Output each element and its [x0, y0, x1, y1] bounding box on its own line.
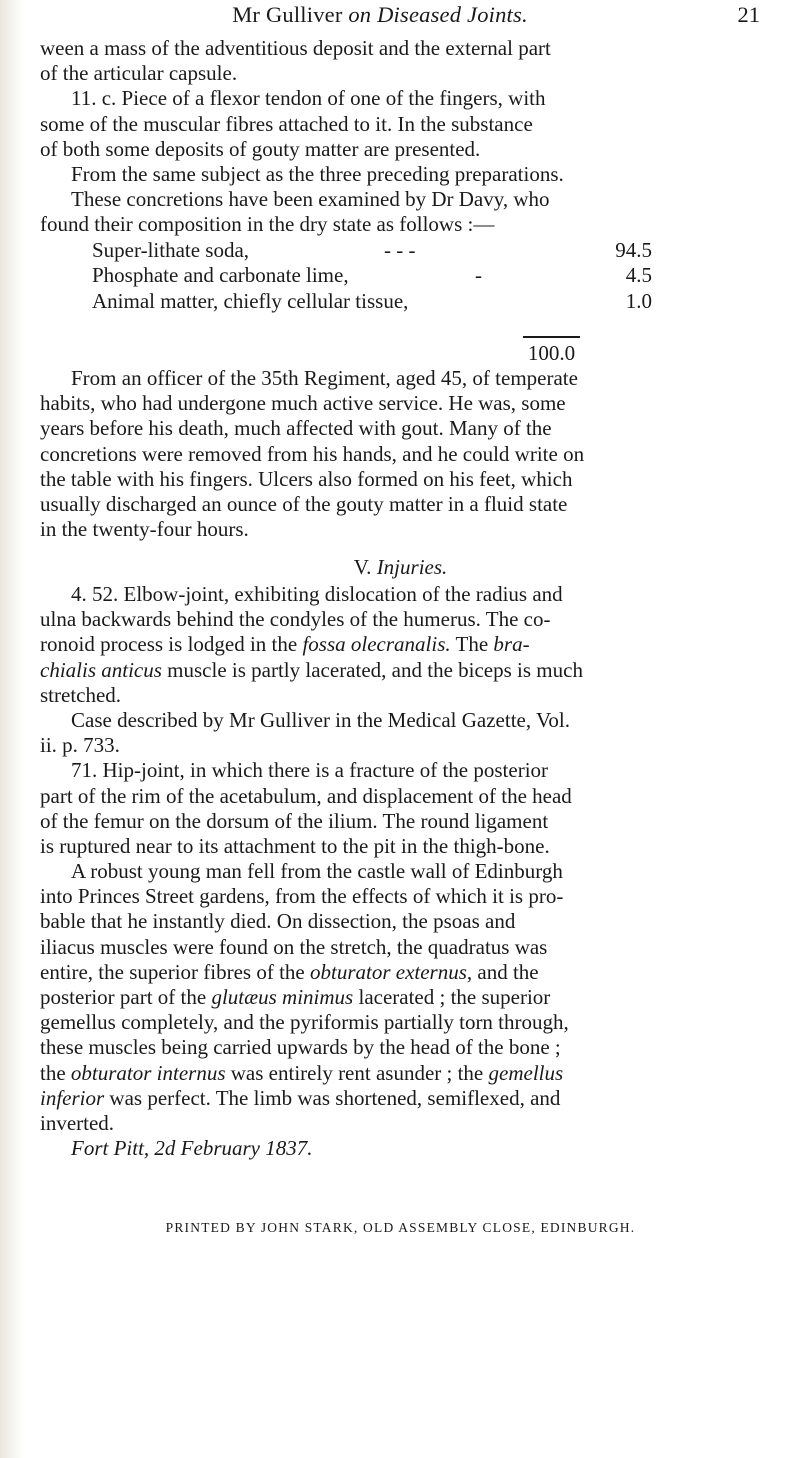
- block-continuation: [40, 36, 760, 238]
- composition-row: [92, 289, 652, 314]
- text-line: concretions were removed from his hands, and he could write on: [40, 441, 585, 466]
- text-line: Case described by Mr Gulliver in the Medical Gazette, Vol.: [71, 707, 571, 732]
- text-line: ulna backwards behind the condyles of the humerus. The co-: [40, 607, 551, 632]
- text-line: found their composition in the dry state as follows :—: [40, 212, 495, 237]
- text-line: ronoid process is lodged in the fossa olecranalis. The bra-: [40, 632, 530, 657]
- text-line: posterior part of the glutæus minimus lacerated ; the superior: [40, 985, 551, 1009]
- text-line: These concretions have been examined by Dr Davy, who: [71, 187, 550, 212]
- page-binding-shadow: [0, 0, 24, 1458]
- composition-value: 1.0: [625, 288, 652, 313]
- text-line: is ruptured near to its attachment to the pit in the thigh-bone.: [40, 833, 550, 858]
- text-line: ween a mass of the adventitious deposit and the external part: [40, 36, 551, 60]
- page-number: 21: [737, 2, 760, 27]
- text-line: From the same subject as the three preceding preparations.: [71, 161, 564, 186]
- text-line: iliacus muscles were found on the stretch, the quadratus was: [40, 934, 548, 959]
- composition-dashes: - - -: [384, 238, 416, 262]
- composition-row: [92, 238, 652, 263]
- text-line: inverted.: [40, 1110, 115, 1135]
- text-line: of both some deposits of gouty matter are presented.: [40, 136, 481, 161]
- text-line: bable that he instantly died. On dissection, the psoas and: [40, 909, 516, 934]
- composition-value: 4.5: [625, 263, 652, 288]
- signoff: Fort Pitt, 2d February 1837.: [71, 1136, 313, 1161]
- text-line: habits, who had undergone much active service. He was, some: [40, 391, 566, 416]
- text-line: From an officer of the 35th Regiment, aged 45, of temperate: [71, 366, 578, 390]
- text-line: ii. p. 733.: [40, 733, 120, 758]
- text-line: chialis anticus muscle is partly lacerated, and the biceps is much: [40, 657, 583, 682]
- text-line: 11. c. Piece of a flexor tendon of one of the fingers, with: [71, 86, 546, 111]
- text-line: 4. 52. Elbow-joint, exhibiting dislocation of the radius and: [71, 582, 563, 606]
- text-line: inferior was perfect. The limb was shortened, semiflexed, and: [40, 1085, 561, 1110]
- composition-table: [92, 238, 652, 314]
- composition-label: Super-lithate soda,: [92, 238, 250, 262]
- text-line: usually discharged an ounce of the gouty matter in a fluid state: [40, 491, 568, 516]
- text-line: into Princes Street gardens, from the effects of which it is pro-: [40, 884, 564, 909]
- text-line: years before his death, much affected with gout. Many of the: [40, 416, 552, 441]
- text-line: the table with his fingers. Ulcers also formed on his feet, which: [40, 466, 573, 491]
- running-header: [0, 2, 760, 34]
- officer-paragraph: [40, 366, 760, 542]
- section-heading: V. Injuries.: [353, 555, 448, 579]
- composition-value: 94.5: [615, 238, 652, 262]
- running-title: Mr Gulliver on Diseased Joints.: [232, 2, 528, 27]
- text-line: of the articular capsule.: [40, 61, 238, 86]
- text-line: the obturator internus was entirely rent asunder ; the gemellus: [40, 1060, 564, 1085]
- text-line: entire, the superior fibres of the obturator externus, and the: [40, 959, 539, 984]
- text-line: some of the muscular fibres attached to it. In the substance: [40, 111, 533, 136]
- text-line: A robust young man fell from the castle wall of Edinburgh: [71, 859, 563, 884]
- composition-total: 100.0: [527, 341, 576, 365]
- text-line: these muscles being carried upwards by the head of the bone ;: [40, 1035, 561, 1060]
- text-line: of the femur on the dorsum of the ilium. The round ligament: [40, 808, 549, 833]
- text-line: stretched.: [40, 682, 122, 707]
- composition-row: [92, 263, 652, 288]
- text-line: in the twenty-four hours.: [40, 517, 249, 542]
- total-rule: [523, 336, 580, 338]
- text-line: part of the rim of the acetabulum, and displacement of the head: [40, 783, 572, 808]
- composition-label: Animal matter, chiefly cellular tissue,: [92, 288, 409, 313]
- injuries-block: [40, 582, 760, 1161]
- text-line: 71. Hip-joint, in which there is a fracture of the posterior: [71, 758, 549, 783]
- text-line: gemellus completely, and the pyriformis partially torn through,: [40, 1010, 569, 1035]
- printer-imprint: PRINTED BY JOHN STARK, OLD ASSEMBLY CLOSE, EDINBURGH.: [165, 1220, 636, 1235]
- composition-dashes: -: [475, 263, 482, 288]
- composition-label: Phosphate and carbonate lime,: [92, 263, 349, 288]
